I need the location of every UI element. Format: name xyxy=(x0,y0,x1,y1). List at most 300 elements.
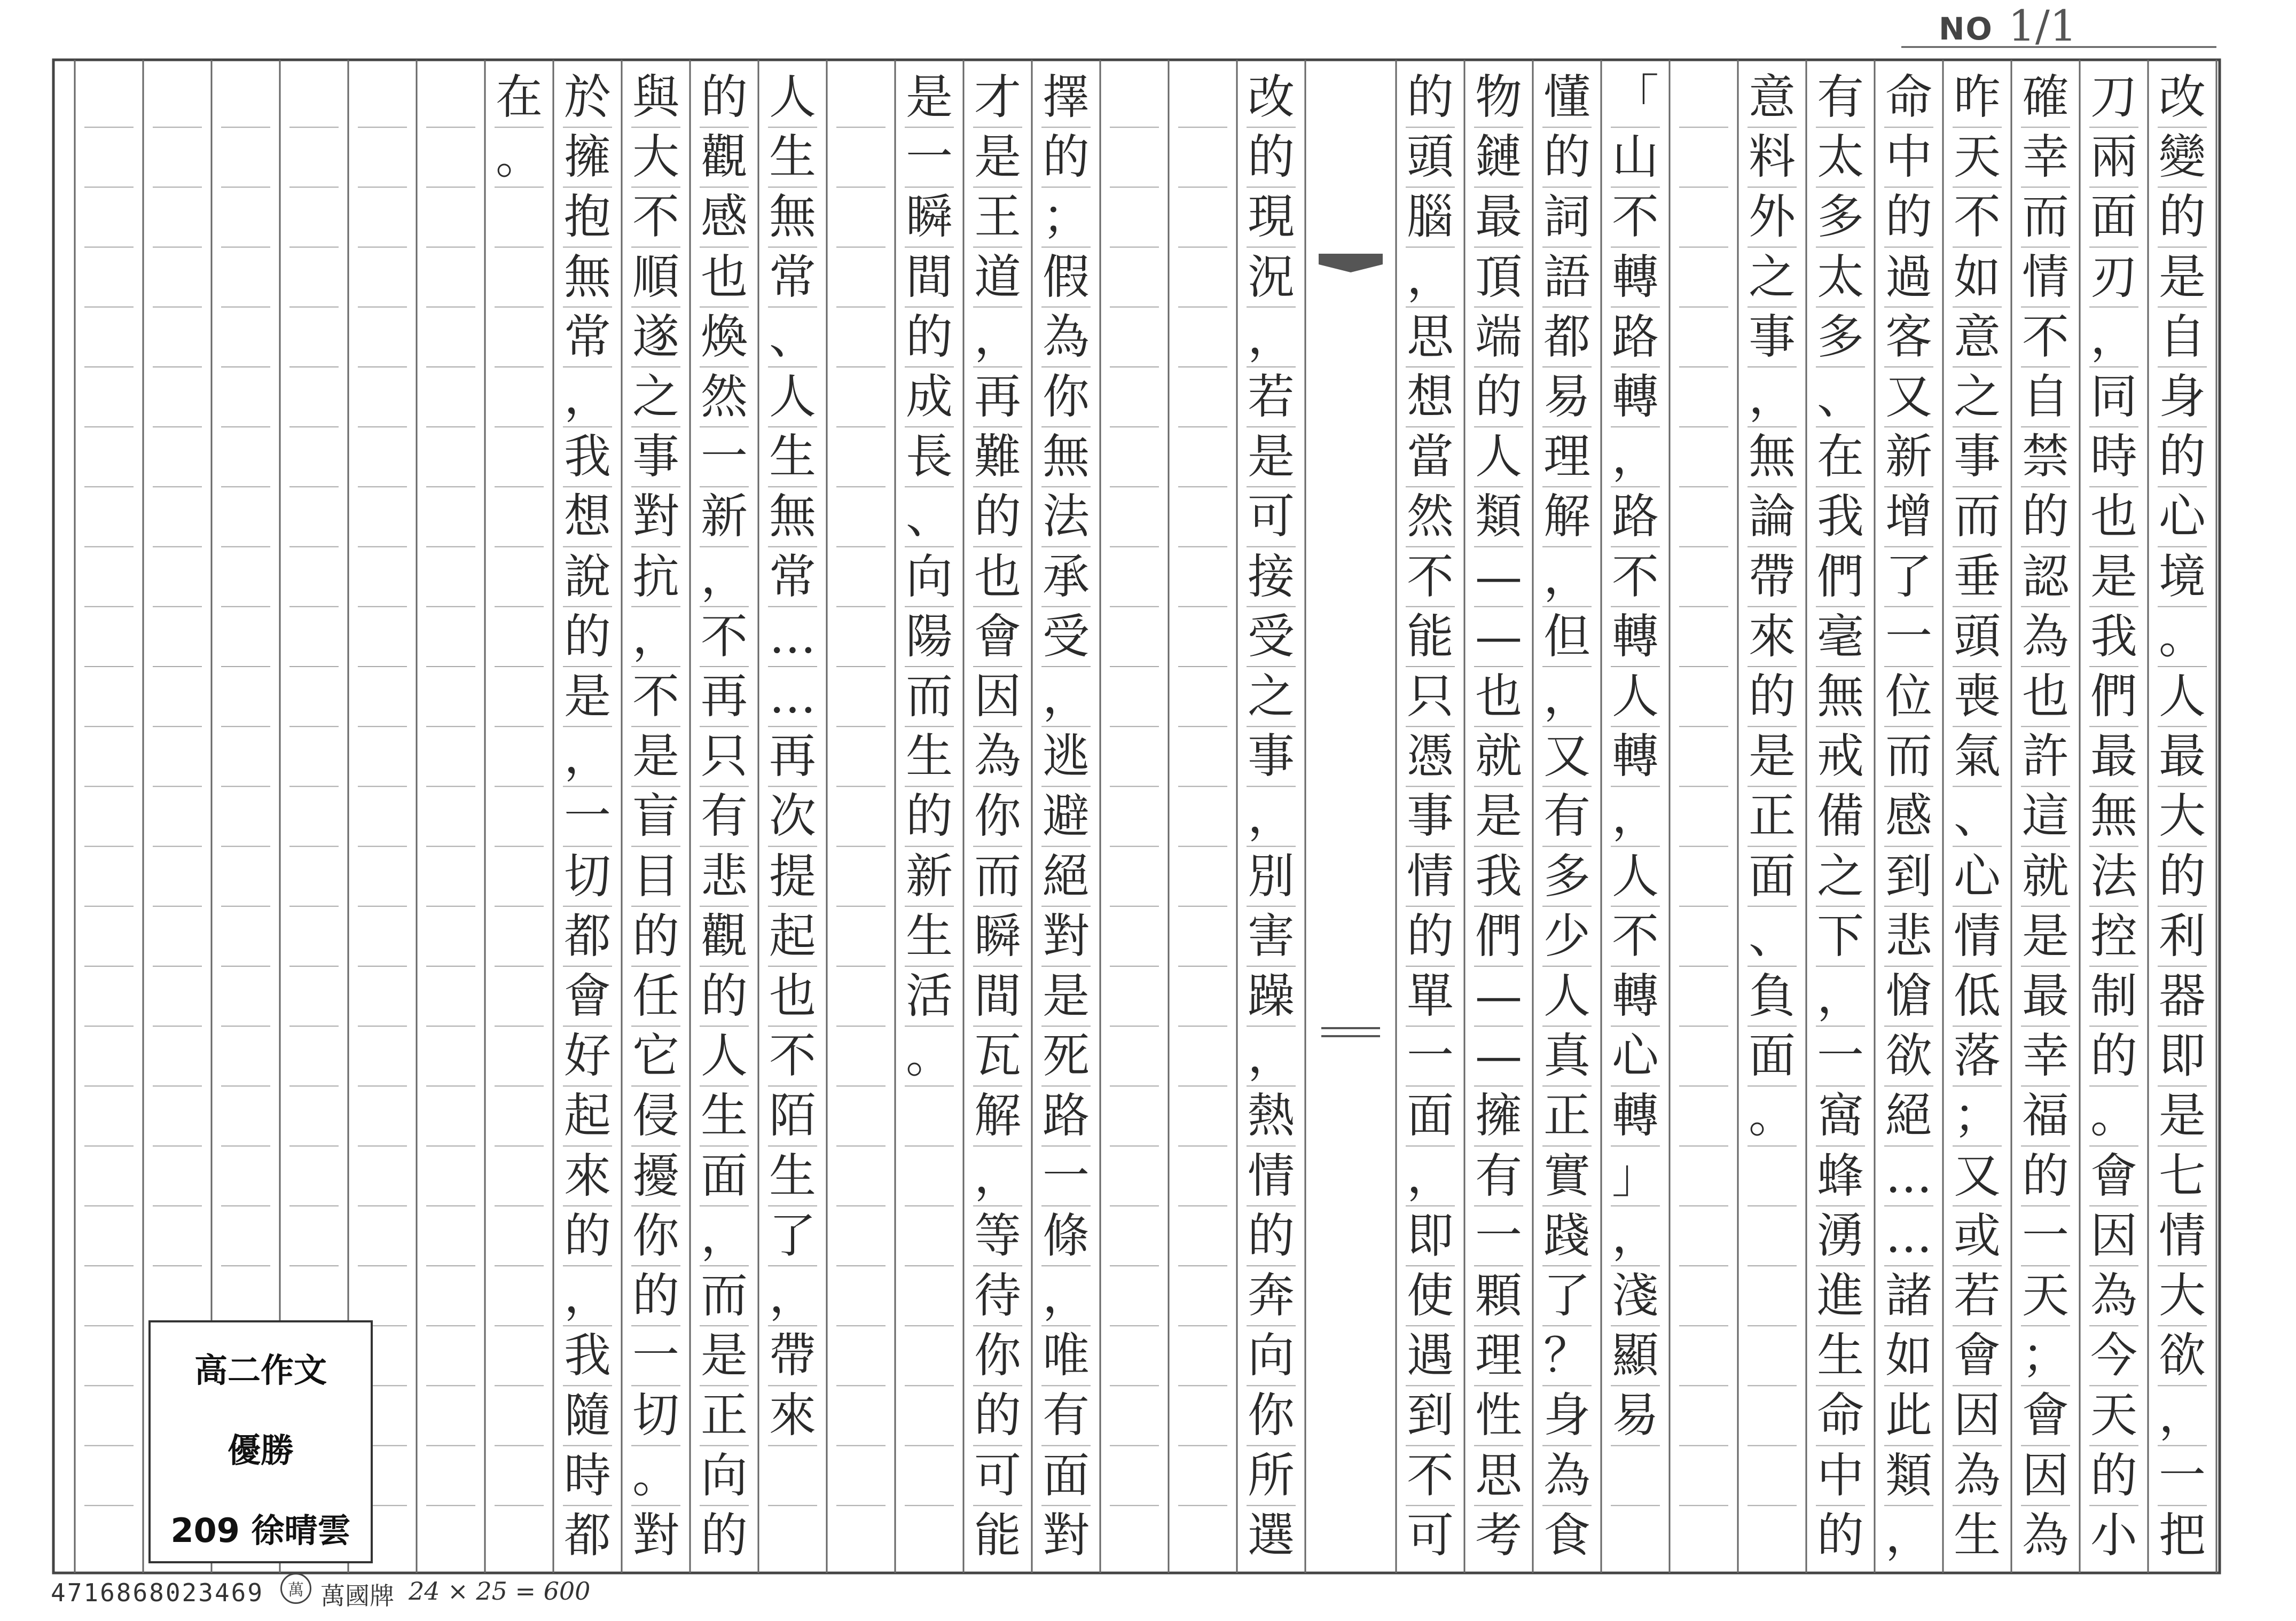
manuscript-char: 會 xyxy=(2021,1388,2069,1443)
label-grade: 高二作文 xyxy=(194,1351,327,1390)
manuscript-char: 「 xyxy=(1611,69,1659,125)
manuscript-char: 戒 xyxy=(1816,729,1864,784)
manuscript-char: 一 xyxy=(1475,1208,1522,1263)
manuscript-char: 淺 xyxy=(1611,1268,1659,1324)
manuscript-char: 一 xyxy=(905,129,953,185)
manuscript-char: 中 xyxy=(1885,129,1932,185)
manuscript-char: 在 xyxy=(495,69,543,125)
manuscript-char: 況 xyxy=(1247,249,1295,304)
manuscript-char: 頭 xyxy=(1953,608,2001,664)
manuscript-char: 。 xyxy=(1748,1088,1796,1144)
manuscript-char: 你 xyxy=(1042,369,1090,425)
manuscript-char: 踐 xyxy=(1543,1208,1590,1263)
manuscript-char: 的 xyxy=(905,309,953,364)
manuscript-char: 若 xyxy=(1247,369,1295,425)
manuscript-char: 侵 xyxy=(632,1088,679,1144)
manuscript-char: 現 xyxy=(1247,189,1295,245)
manuscript-char: ？ xyxy=(1543,1328,1590,1383)
manuscript-char: 制 xyxy=(2090,968,2137,1024)
manuscript-char: 之 xyxy=(1748,249,1796,304)
manuscript-char: 而 xyxy=(700,1268,748,1324)
manuscript-char: 帶 xyxy=(769,1328,816,1383)
manuscript-char: 也 xyxy=(2021,669,2069,724)
manuscript-char: 也 xyxy=(769,968,816,1024)
manuscript-char: 只 xyxy=(1406,669,1454,724)
manuscript-char: 不 xyxy=(1406,1447,1454,1503)
manuscript-char: 理 xyxy=(1475,1328,1522,1383)
manuscript-char: 的 xyxy=(1247,1208,1295,1263)
text-column xyxy=(1464,67,1533,1565)
manuscript-char: 情 xyxy=(2021,249,2069,304)
manuscript-char: 事 xyxy=(1247,729,1295,784)
manuscript-char: 接 xyxy=(1247,549,1295,604)
manuscript-char: 悲 xyxy=(700,848,748,904)
manuscript-char: 昨 xyxy=(1953,69,2001,125)
manuscript-char: 來 xyxy=(769,1388,816,1443)
manuscript-char: 再 xyxy=(974,369,1021,425)
manuscript-char: 無 xyxy=(1816,669,1864,724)
manuscript-char: 理 xyxy=(1543,429,1590,484)
manuscript-char: 我 xyxy=(563,1328,611,1383)
manuscript-char: 兩 xyxy=(2090,129,2137,185)
manuscript-char: 都 xyxy=(1543,309,1590,364)
manuscript-char: 起 xyxy=(563,1088,611,1144)
manuscript-char: 一 xyxy=(1406,1028,1454,1084)
manuscript-char: 了 xyxy=(1885,549,1932,604)
manuscript-char: 的 xyxy=(2158,429,2206,484)
manuscript-char: 頂 xyxy=(1475,249,1522,304)
manuscript-char: 、 xyxy=(769,309,816,364)
text-column xyxy=(1396,67,1464,1565)
text-column xyxy=(75,67,143,1565)
manuscript-char: 意 xyxy=(1748,69,1796,125)
manuscript-char: 絕 xyxy=(1885,1088,1932,1144)
manuscript-char: 次 xyxy=(769,788,816,844)
manuscript-char: 的 xyxy=(2021,1148,2069,1203)
manuscript-char: 想 xyxy=(1406,369,1454,425)
manuscript-char: 常 xyxy=(769,549,816,604)
manuscript-char: 承 xyxy=(1042,549,1090,604)
manuscript-char: 再 xyxy=(769,729,816,784)
text-column xyxy=(2080,67,2148,1565)
manuscript-char: 如 xyxy=(1885,1328,1932,1383)
manuscript-char: 就 xyxy=(1475,729,1522,784)
manuscript-char: 向 xyxy=(700,1447,748,1503)
manuscript-char: 命 xyxy=(1885,69,1932,125)
serial-number-label: NO xyxy=(1939,11,1993,47)
manuscript-char: 幸 xyxy=(2021,129,2069,185)
manuscript-char: 躁 xyxy=(1247,968,1295,1024)
manuscript-char: 欲 xyxy=(1885,1028,1932,1084)
manuscript-char: 起 xyxy=(769,908,816,964)
manuscript-char: 顆 xyxy=(1475,1268,1522,1324)
manuscript-char: 因 xyxy=(1953,1388,2001,1443)
label-student: 209 徐晴雲 xyxy=(170,1511,351,1550)
manuscript-char: 有 xyxy=(1816,69,1864,125)
manuscript-char: ， xyxy=(1406,1148,1454,1203)
manuscript-char: 們 xyxy=(1816,549,1864,604)
manuscript-char: 瞬 xyxy=(974,908,1021,964)
manuscript-char: 考 xyxy=(1475,1507,1522,1563)
manuscript-char: 這 xyxy=(2021,788,2069,844)
manuscript-char: 能 xyxy=(1406,608,1454,664)
manuscript-char: 都 xyxy=(563,908,611,964)
manuscript-char: 轉 xyxy=(1611,1088,1659,1144)
manuscript-char: 是 xyxy=(632,729,679,784)
manuscript-char: 陌 xyxy=(769,1088,816,1144)
manuscript-char: 會 xyxy=(563,968,611,1024)
manuscript-char: 今 xyxy=(2090,1328,2137,1383)
manuscript-char: 陽 xyxy=(905,608,953,664)
manuscript-char: 不 xyxy=(2021,309,2069,364)
manuscript-char: 唯 xyxy=(1042,1328,1090,1383)
manuscript-char: 奔 xyxy=(1247,1268,1295,1324)
manuscript-char: 為 xyxy=(2021,1507,2069,1563)
manuscript-char: 如 xyxy=(1953,249,2001,304)
manuscript-char: 也 xyxy=(700,249,748,304)
manuscript-char: 不 xyxy=(1611,908,1659,964)
manuscript-char: 新 xyxy=(905,848,953,904)
manuscript-char: 不 xyxy=(1611,549,1659,604)
manuscript-char: 能 xyxy=(974,1507,1021,1563)
text-column xyxy=(758,67,827,1565)
manuscript-char: 多 xyxy=(1816,309,1864,364)
manuscript-char: 我 xyxy=(2090,608,2137,664)
manuscript-char: 它 xyxy=(632,1028,679,1084)
manuscript-char: 的 xyxy=(2090,1447,2137,1503)
manuscript-char: 正 xyxy=(1748,788,1796,844)
manuscript-char: 山 xyxy=(1611,129,1659,185)
manuscript-char: 對 xyxy=(1042,908,1090,964)
manuscript-char: 客 xyxy=(1885,309,1932,364)
manuscript-char: 人 xyxy=(1611,848,1659,904)
award-label xyxy=(148,1320,373,1563)
serial-number-value: 1/1 xyxy=(2008,1,2077,51)
manuscript-char: 是 xyxy=(700,1328,748,1383)
manuscript-char: 食 xyxy=(1543,1507,1590,1563)
manuscript-char: 觀 xyxy=(700,908,748,964)
manuscript-char: 法 xyxy=(2090,848,2137,904)
manuscript-char: 性 xyxy=(1475,1388,1522,1443)
text-column xyxy=(1100,67,1169,1565)
manuscript-char: ， xyxy=(1247,309,1295,364)
manuscript-char: 而 xyxy=(1885,729,1932,784)
manuscript-char: 觀 xyxy=(700,129,748,185)
manuscript-char: 不 xyxy=(632,189,679,245)
manuscript-char: 的 xyxy=(632,908,679,964)
manuscript-char: 落 xyxy=(1953,1028,2001,1084)
manuscript-char: 新 xyxy=(700,489,748,544)
manuscript-char: 欲 xyxy=(2158,1328,2206,1383)
manuscript-char: 受 xyxy=(1042,608,1090,664)
manuscript-char: 利 xyxy=(2158,908,2206,964)
manuscript-char: 生 xyxy=(700,1088,748,1144)
manuscript-char: 轉 xyxy=(1611,369,1659,425)
manuscript-char: 你 xyxy=(974,1328,1021,1383)
manuscript-char: 瞬 xyxy=(905,189,953,245)
manuscript-char: 蜂 xyxy=(1816,1148,1864,1203)
manuscript-char: 道 xyxy=(974,249,1021,304)
manuscript-char: 逃 xyxy=(1042,729,1090,784)
manuscript-char: 易 xyxy=(1543,369,1590,425)
manuscript-char: … xyxy=(1885,1148,1932,1203)
manuscript-char: 間 xyxy=(974,968,1021,1024)
manuscript-char: 切 xyxy=(632,1388,679,1443)
manuscript-char: 了 xyxy=(769,1208,816,1263)
manuscript-char: 的 xyxy=(1543,129,1590,185)
text-column xyxy=(1943,67,2011,1565)
manuscript-char: 低 xyxy=(1953,968,2001,1024)
manuscript-char: 是 xyxy=(2158,1088,2206,1144)
text-column xyxy=(2148,67,2216,1565)
manuscript-char: 抗 xyxy=(632,549,679,604)
manuscript-char: 情 xyxy=(1247,1148,1295,1203)
manuscript-char: 類 xyxy=(1885,1447,1932,1503)
manuscript-char: 路 xyxy=(1611,489,1659,544)
manuscript-char: 事 xyxy=(1406,788,1454,844)
manuscript-char: 身 xyxy=(1543,1388,1590,1443)
manuscript-char: 使 xyxy=(1406,1268,1454,1324)
manuscript-char: 的 xyxy=(1406,69,1454,125)
manuscript-char: 間 xyxy=(905,249,953,304)
manuscript-char: 。 xyxy=(495,129,543,185)
manuscript-char: 意 xyxy=(1953,309,2001,364)
manuscript-char: 認 xyxy=(2021,549,2069,604)
manuscript-char: 或 xyxy=(1953,1208,2001,1263)
manuscript-char: 命 xyxy=(1816,1388,1864,1443)
manuscript-char: 了 xyxy=(1543,1268,1590,1324)
manuscript-char: 小 xyxy=(2090,1507,2137,1563)
manuscript-char: 順 xyxy=(632,249,679,304)
manuscript-char: 然 xyxy=(700,369,748,425)
manuscript-char: 而 xyxy=(2021,189,2069,245)
manuscript-char: ， xyxy=(632,608,679,664)
manuscript-char: ； xyxy=(1953,1088,2001,1144)
manuscript-char: 類 xyxy=(1475,489,1522,544)
manuscript-char: 刃 xyxy=(2090,249,2137,304)
manuscript-char: 禁 xyxy=(2021,429,2069,484)
manuscript-char: 易 xyxy=(1611,1388,1659,1443)
manuscript-char: ， xyxy=(1816,968,1864,1024)
manuscript-char: 。 xyxy=(632,1447,679,1503)
manuscript-char: 改 xyxy=(2158,69,2206,125)
manuscript-char: 之 xyxy=(632,369,679,425)
manuscript-char: ， xyxy=(1543,549,1590,604)
manuscript-char: 事 xyxy=(1953,429,2001,484)
manuscript-char: ， xyxy=(700,1208,748,1263)
manuscript-char: 改 xyxy=(1247,69,1295,125)
manuscript-char: 最 xyxy=(1475,189,1522,245)
manuscript-char: 而 xyxy=(974,848,1021,904)
manuscript-char: 害 xyxy=(1247,908,1295,964)
manuscript-char: 的 xyxy=(1406,908,1454,964)
manuscript-char: 到 xyxy=(1885,848,1932,904)
manuscript-char: ， xyxy=(1042,1268,1090,1324)
manuscript-char: 一 xyxy=(1885,608,1932,664)
manuscript-char: 的 xyxy=(974,489,1021,544)
manuscript-char: 氣 xyxy=(1953,729,2001,784)
manuscript-char: 遂 xyxy=(632,309,679,364)
manuscript-char: 同 xyxy=(2090,369,2137,425)
manuscript-char: 避 xyxy=(1042,788,1090,844)
manuscript-char: 無 xyxy=(769,189,816,245)
manuscript-char: 感 xyxy=(700,189,748,245)
manuscript-char: 可 xyxy=(974,1447,1021,1503)
manuscript-char: 面 xyxy=(1748,848,1796,904)
manuscript-char: 一 xyxy=(563,788,611,844)
manuscript-char: 心 xyxy=(2158,489,2206,544)
manuscript-char: 事 xyxy=(632,429,679,484)
manuscript-char: 一 xyxy=(1042,1148,1090,1203)
manuscript-char: 鏈 xyxy=(1475,129,1522,185)
manuscript-char: 腦 xyxy=(1406,189,1454,245)
manuscript-char: 解 xyxy=(974,1088,1021,1144)
manuscript-char: … xyxy=(769,669,816,724)
manuscript-char: 的 xyxy=(1042,129,1090,185)
manuscript-char: ， xyxy=(1042,669,1090,724)
manuscript-char: 有 xyxy=(1543,788,1590,844)
manuscript-char: 擇 xyxy=(1042,69,1090,125)
manuscript-char: 面 xyxy=(2090,189,2137,245)
text-column xyxy=(895,67,963,1565)
manuscript-char: … xyxy=(769,608,816,664)
brand-logo-icon: 萬 xyxy=(280,1573,311,1604)
manuscript-char: 一 xyxy=(2158,1447,2206,1503)
manuscript-char: 無 xyxy=(1748,429,1796,484)
manuscript-char: 又 xyxy=(1543,729,1590,784)
manuscript-char: 瓦 xyxy=(974,1028,1021,1084)
manuscript-char: 提 xyxy=(769,848,816,904)
manuscript-char: 福 xyxy=(2021,1088,2069,1144)
manuscript-char: 假 xyxy=(1042,249,1090,304)
manuscript-char: 為 xyxy=(2090,1268,2137,1324)
manuscript-char: 人 xyxy=(1611,669,1659,724)
manuscript-char: 會 xyxy=(974,608,1021,664)
manuscript-char: 、 xyxy=(1748,908,1796,964)
manuscript-char: 一 xyxy=(700,429,748,484)
manuscript-char: 對 xyxy=(632,489,679,544)
manuscript-char: 絕 xyxy=(1042,848,1090,904)
manuscript-char: 是 xyxy=(2158,249,2206,304)
manuscript-char: 過 xyxy=(1885,249,1932,304)
manuscript-char: 增 xyxy=(1885,489,1932,544)
manuscript-char: 面 xyxy=(1406,1088,1454,1144)
manuscript-char: 太 xyxy=(1816,129,1864,185)
manuscript-char: 一 xyxy=(1816,1028,1864,1084)
manuscript-char: 是 xyxy=(1042,968,1090,1024)
manuscript-char: 於 xyxy=(563,69,611,125)
manuscript-char: — xyxy=(1475,608,1522,664)
manuscript-char: ， xyxy=(2158,1388,2206,1443)
manuscript-char: 只 xyxy=(700,729,748,784)
manuscript-char: 因 xyxy=(2021,1447,2069,1503)
manuscript-char: 一 xyxy=(2021,1208,2069,1263)
manuscript-char: 向 xyxy=(905,549,953,604)
manuscript-char: ， xyxy=(1247,1028,1295,1084)
manuscript-char: 的 xyxy=(563,1208,611,1263)
manuscript-char: 下 xyxy=(1816,908,1864,964)
manuscript-char: 悲 xyxy=(1885,908,1932,964)
manuscript-char: 與 xyxy=(632,69,679,125)
manuscript-char: 擾 xyxy=(632,1148,679,1203)
manuscript-char: 成 xyxy=(905,369,953,425)
manuscript-char: 常 xyxy=(769,249,816,304)
manuscript-char: 。 xyxy=(2158,608,2206,664)
manuscript-char: 懂 xyxy=(1543,69,1590,125)
manuscript-char: 的 xyxy=(700,69,748,125)
manuscript-char: 王 xyxy=(974,189,1021,245)
manuscript-char: 諸 xyxy=(1885,1268,1932,1324)
manuscript-char: 即 xyxy=(2158,1028,2206,1084)
manuscript-char: 會 xyxy=(2090,1148,2137,1203)
manuscript-char: ， xyxy=(1611,788,1659,844)
manuscript-char: 控 xyxy=(2090,908,2137,964)
manuscript-char: 心 xyxy=(1953,848,2001,904)
manuscript-char: 語 xyxy=(1543,249,1590,304)
manuscript-char: 最 xyxy=(2158,729,2206,784)
manuscript-char: 感 xyxy=(1885,788,1932,844)
manuscript-char: 對 xyxy=(1042,1507,1090,1563)
manuscript-char: 大 xyxy=(2158,788,2206,844)
gutter-marker-icon xyxy=(1319,254,1383,272)
manuscript-char: 之 xyxy=(1816,848,1864,904)
manuscript-char: 喪 xyxy=(1953,669,2001,724)
manuscript-char: 說 xyxy=(563,549,611,604)
manuscript-char: 長 xyxy=(905,429,953,484)
manuscript-char: 的 xyxy=(1816,1507,1864,1563)
manuscript-char: 的 xyxy=(2021,489,2069,544)
manuscript-char: 之 xyxy=(1247,669,1295,724)
text-column xyxy=(1169,67,1237,1565)
manuscript-char: 確 xyxy=(2021,69,2069,125)
manuscript-char: 有 xyxy=(700,788,748,844)
manuscript-char: 幸 xyxy=(2021,1028,2069,1084)
manuscript-char: 來 xyxy=(563,1148,611,1203)
manuscript-char: 新 xyxy=(1885,429,1932,484)
manuscript-char: 正 xyxy=(700,1388,748,1443)
manuscript-char: 生 xyxy=(769,1148,816,1203)
manuscript-char: ， xyxy=(1885,1507,1932,1563)
manuscript-char: 向 xyxy=(1247,1328,1295,1383)
text-column xyxy=(1533,67,1601,1565)
manuscript-char: 轉 xyxy=(1611,249,1659,304)
manuscript-char: 為 xyxy=(974,729,1021,784)
manuscript-char: ， xyxy=(2090,309,2137,364)
manuscript-char: 來 xyxy=(1748,608,1796,664)
manuscript-char: 無 xyxy=(2090,788,2137,844)
manuscript-char: 是 xyxy=(974,129,1021,185)
manuscript-char: 論 xyxy=(1748,489,1796,544)
manuscript-char: 把 xyxy=(2158,1507,2206,1563)
manuscript-char: 、 xyxy=(1816,369,1864,425)
manuscript-char: 詞 xyxy=(1543,189,1590,245)
manuscript-char: 此 xyxy=(1885,1388,1932,1443)
text-column xyxy=(2011,67,2080,1565)
manuscript-char: ， xyxy=(974,309,1021,364)
manuscript-char: 任 xyxy=(632,968,679,1024)
manuscript-char: 選 xyxy=(1247,1507,1295,1563)
manuscript-char: 生 xyxy=(905,729,953,784)
manuscript-char: 熱 xyxy=(1247,1088,1295,1144)
text-column xyxy=(1875,67,1943,1565)
manuscript-char: 不 xyxy=(632,669,679,724)
manuscript-char: 正 xyxy=(1543,1088,1590,1144)
manuscript-char: 人 xyxy=(769,69,816,125)
manuscript-char: ， xyxy=(700,549,748,604)
text-column xyxy=(963,67,1032,1565)
text-column xyxy=(1806,67,1875,1565)
manuscript-char: 備 xyxy=(1816,788,1864,844)
